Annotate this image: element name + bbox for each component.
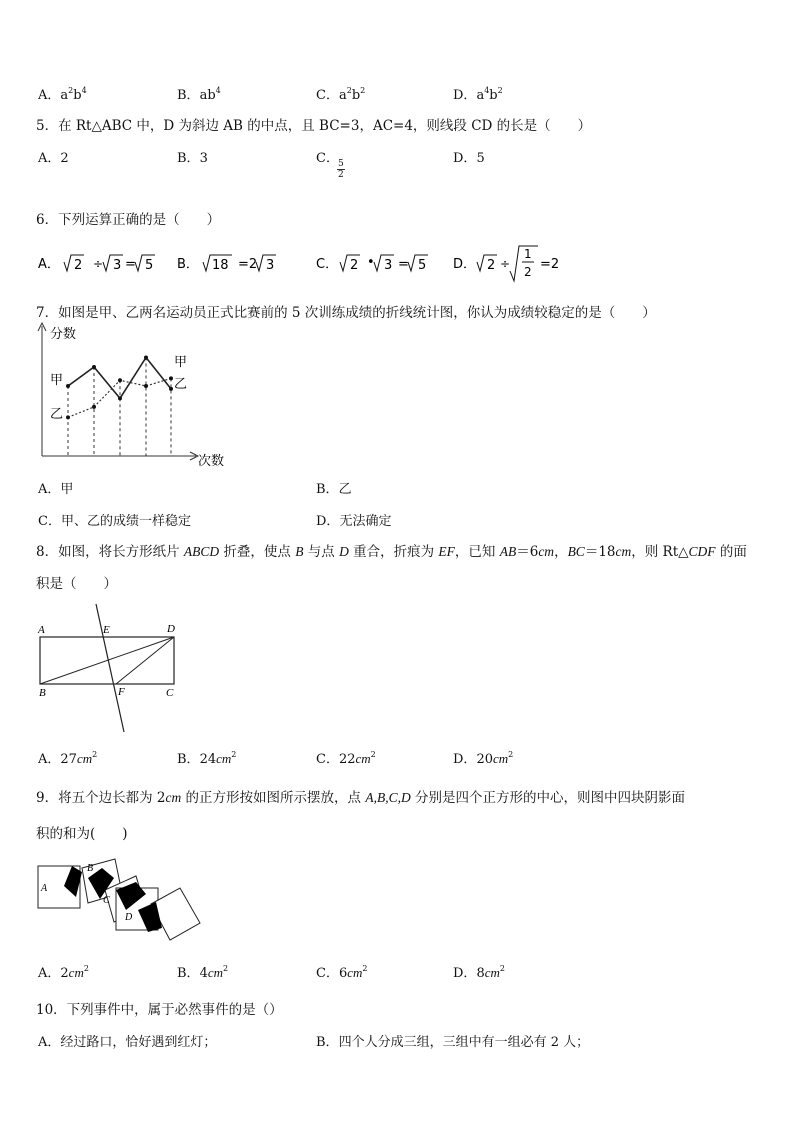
- yi-data-point: [118, 378, 122, 382]
- q4-option-d: D．$a^4b^2$: [453, 86, 503, 103]
- q7-option-c: C．甲、乙的成绩一样稳定: [38, 514, 191, 529]
- q5-option-c: C．: [316, 151, 339, 166]
- yi-right-label: 乙: [174, 377, 188, 392]
- jia-right-label: 甲: [174, 355, 188, 370]
- label-a: A: [41, 883, 48, 894]
- jia-series-line: [68, 358, 171, 399]
- q6-d-eq: =2: [540, 257, 560, 272]
- q6-d-op: ÷: [500, 257, 511, 271]
- yi-left-label: 乙: [50, 407, 64, 422]
- y-axis-label: 分数: [50, 327, 77, 342]
- q6-b-r2: 3: [266, 258, 275, 273]
- q5-option-a: A．2: [38, 151, 69, 166]
- q6-c-eq: =: [398, 257, 409, 272]
- q7-option-b: B．乙: [316, 482, 352, 497]
- q8-option-b: B．$24cm^2$: [177, 750, 237, 767]
- label-c: C: [103, 895, 110, 906]
- q10-option-b: B．四个人分成三组，三组中有一组必有 2 人；: [316, 1035, 590, 1050]
- label-e: E: [103, 624, 110, 636]
- q6-b-r1: 18: [212, 258, 229, 273]
- jia-data-point: [144, 356, 148, 360]
- q8-option-d: D．$20cm^2$: [453, 750, 514, 767]
- x-axis-label: 次数: [198, 454, 225, 469]
- q6-a-r1: 2: [74, 258, 83, 273]
- q6-b-letter: B．: [177, 257, 199, 272]
- q8-option-a: A．$27cm^2$: [38, 750, 98, 767]
- q6-d-r1: 2: [487, 258, 496, 273]
- q7-option-a: A．甲: [38, 482, 74, 497]
- q4-option-a: A．$a^2b^4$: [38, 86, 87, 103]
- q8-stem-line1: 8．如图，将长方形纸片 ABCD 折叠，使点 B 与点 D 重合，折痕为 EF，已知 AB＝6cm，BC＝18cm，则 Rt△CDF 的面: [36, 544, 747, 560]
- label-f: F: [118, 686, 125, 698]
- q9-option-b: B．$4cm^2$: [177, 964, 229, 981]
- q8-figure: [30, 600, 190, 740]
- q5-option-d: D．5: [453, 151, 485, 166]
- label-b: B: [87, 863, 94, 874]
- q6-b-eq: =2: [238, 257, 258, 272]
- jia-data-point: [92, 365, 96, 369]
- q9-option-c: C．$6cm^2$: [316, 964, 368, 981]
- q6-c-letter: C．: [316, 257, 339, 272]
- label-c: C: [166, 687, 174, 699]
- q9-stem-line2: 积的和为( ): [36, 826, 128, 842]
- label-d: D: [167, 623, 175, 635]
- q4-option-b: B．$ab^4$: [177, 86, 221, 103]
- jia-left-label: 甲: [50, 373, 64, 388]
- q4-option-c: C．$a^2b^2$: [316, 86, 366, 103]
- jia-data-point: [169, 387, 173, 391]
- q6-a-eq: =: [125, 257, 136, 272]
- q6-c-r3: 5: [418, 258, 427, 273]
- q6-a-op: ÷: [93, 257, 104, 271]
- yi-data-point: [92, 405, 96, 409]
- jia-data-point: [118, 396, 122, 400]
- q6-stem: 6．下列运算正确的是（ ）: [36, 212, 221, 228]
- q6-d-frac-num: 1: [524, 247, 532, 261]
- q5-option-b: B．3: [177, 151, 208, 166]
- q6-c-op: •: [367, 255, 375, 270]
- q10-option-a: A．经过路口，恰好遇到红灯；: [38, 1035, 217, 1050]
- yi-data-point: [144, 384, 148, 388]
- q9-stem-line1: 9．将五个边长都为 2cm 的正方形按如图所示摆放，点 A,B,C,D 分别是四个正方形的中心，则图中四块阴影面: [36, 790, 685, 806]
- q10-stem: 10．下列事件中，属于必然事件的是（）: [36, 1002, 283, 1018]
- q9-figure: [30, 852, 210, 952]
- yi-data-point: [169, 376, 173, 380]
- q6-a-letter: A．: [38, 257, 60, 272]
- label-b: B: [39, 687, 46, 699]
- q5-stem: 5．在 Rt△ABC 中，D 为斜边 AB 的中点，且 BC=3，AC=4，则线段 CD 的长是（ ）: [36, 118, 592, 134]
- jia-data-point: [66, 384, 70, 388]
- q6-options-svg: [0, 245, 793, 285]
- label-d: D: [125, 912, 133, 923]
- yi-data-point: [66, 415, 70, 419]
- q6-a-r2: 3: [113, 258, 122, 273]
- q6-d-letter: D．: [453, 257, 477, 272]
- q8-option-c: C．$22cm^2$: [316, 750, 376, 767]
- q5-option-c-fraction: 5 2: [338, 159, 344, 180]
- q9-option-a: A．$2cm^2$: [38, 964, 89, 981]
- fold-line-ef: [96, 604, 124, 732]
- q6-c-r2: 3: [384, 258, 393, 273]
- q8-stem-line2: 积是（ ）: [36, 576, 117, 592]
- q7-line-chart: [28, 320, 228, 470]
- label-a: A: [38, 624, 45, 636]
- q6-d-frac-den: 2: [524, 265, 532, 279]
- q6-c-r1: 2: [350, 258, 359, 273]
- q9-option-d: D．$8cm^2$: [453, 964, 505, 981]
- q6-a-r3: 5: [145, 258, 154, 273]
- q7-stem: 7．如图是甲、乙两名运动员正式比赛前的 5 次训练成绩的折线统计图，你认为成绩较稳定的是（ ）: [36, 305, 656, 321]
- q7-option-d: D．无法确定: [316, 514, 392, 529]
